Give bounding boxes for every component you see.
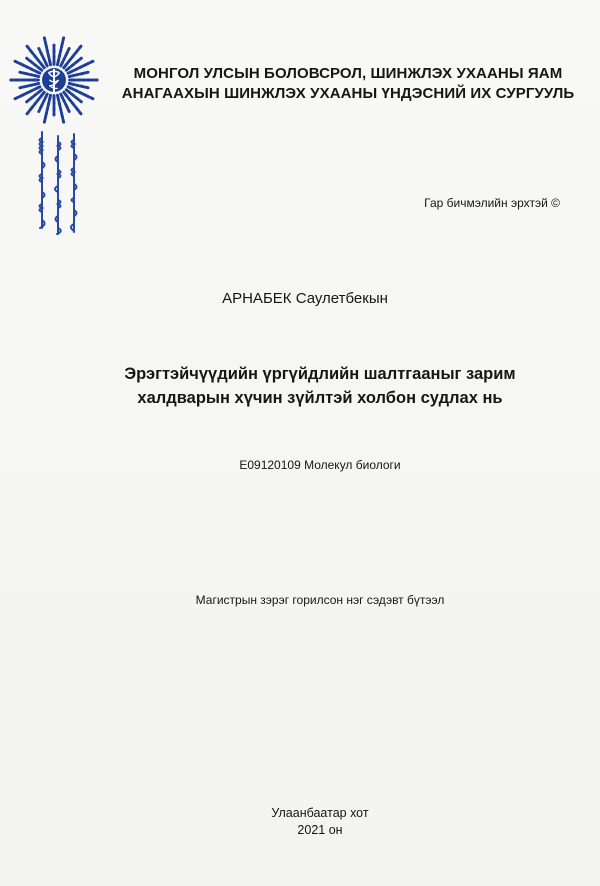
place-and-year xyxy=(220,805,420,839)
author-name: АРНАБЕК Саулетбекын xyxy=(222,290,388,307)
degree-statement: Магистрын зэрэг горилсон нэг сэдэвт бүтээл xyxy=(195,593,445,607)
copyright-notice: Гар бичмэлийн эрхтэй © xyxy=(424,196,560,210)
mongolian-script-name-icon xyxy=(30,128,90,240)
university-emblem-icon xyxy=(8,34,100,126)
institution-header xyxy=(108,64,588,104)
ministry-name: МОНГОЛ УЛСЫН БОЛОВСРОЛ, ШИНЖЛЭХ УХААНЫ ЯАМ xyxy=(133,65,563,82)
program-code: E09120109 Молекул биологи xyxy=(239,458,401,472)
thesis-title xyxy=(70,362,570,410)
year: 2021 он xyxy=(297,823,343,837)
thesis-title-line-2: халдварын хүчин зүйлтэй холбон судлах нь xyxy=(137,389,503,407)
thesis-title-line-1: Эрэгтэйчүүдийн үргүйдлийн шалтгааныг зарим xyxy=(124,365,516,383)
university-name: АНАГААХЫН ШИНЖЛЭХ УХААНЫ ҮНДЭСНИЙ ИХ СУРГУУЛЬ xyxy=(121,85,575,102)
city: Улаанбаатар хот xyxy=(271,806,369,820)
